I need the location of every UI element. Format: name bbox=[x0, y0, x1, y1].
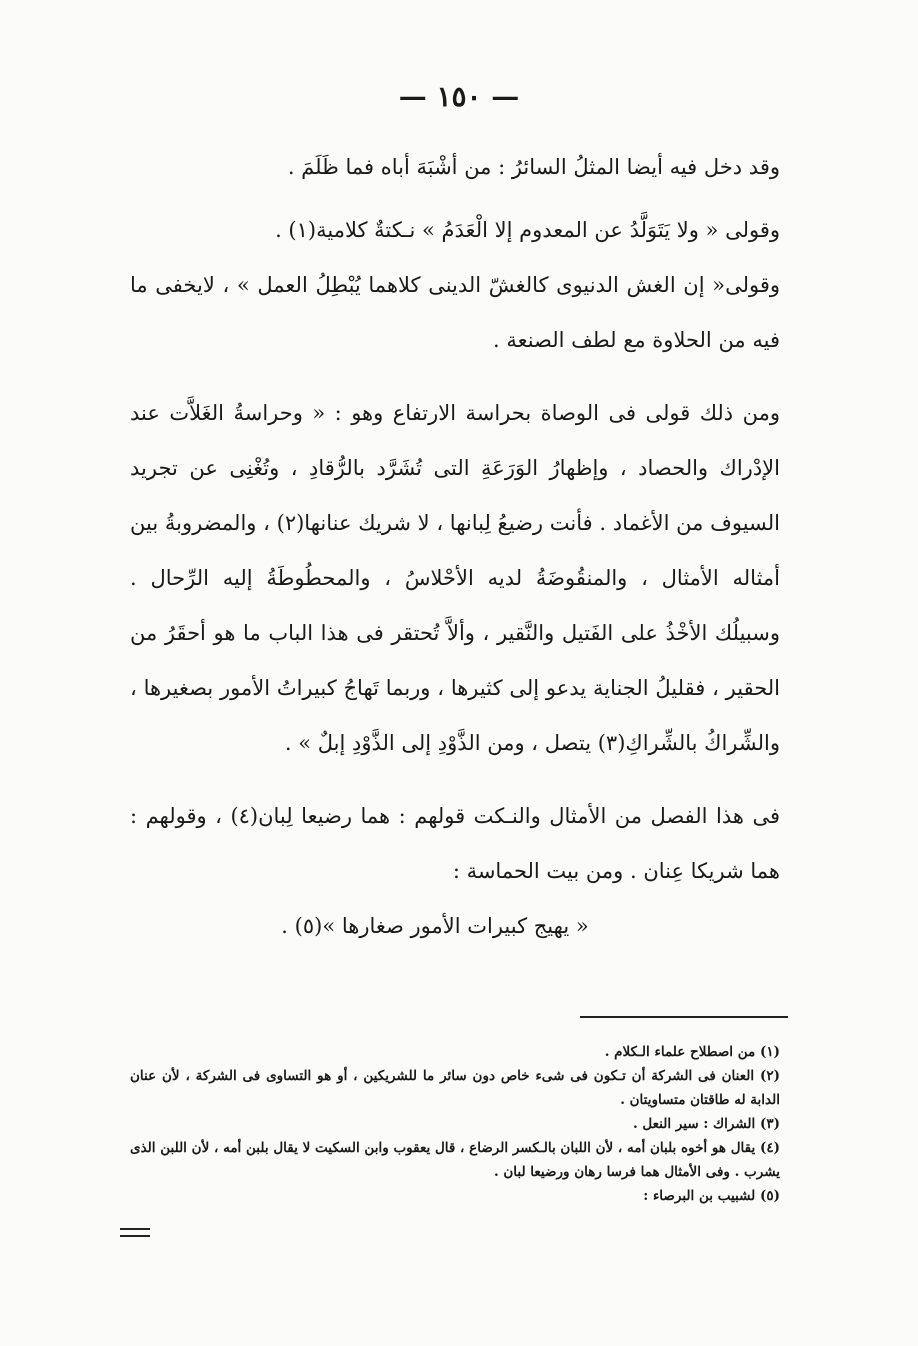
footnote: (٤) يقال هو أخوه بلبان أمه ، لأن اللبان بالـكسر الرضاع ، قال يعقوب وابن السكيت لا يقال بلبن أمه ، لأن اللبن الذى يشرب . وفى الأمثال هما فرسا رهان ورضيعا لبان . bbox=[130, 1140, 780, 1180]
footnote: (٣) الشراك : سير النعل . bbox=[633, 1116, 780, 1132]
footnote-divider bbox=[580, 1016, 788, 1018]
signature-mark bbox=[120, 1228, 150, 1242]
page-number: — ١٥٠ — bbox=[398, 80, 520, 113]
paragraph: وقولى« إن الغش الدنيوى كالغشّ الدينى كلاهما يُبْطِلُ العمل » ، لايخفى ما فيه من الحلاوة مع لطف الصنعة . bbox=[130, 273, 780, 352]
footnote: (١) من اصطلاح علماء الـكلام . bbox=[604, 1044, 780, 1060]
paragraph: وقولى « ولا يَتَوَلَّدُ عن المعدوم إلا الْعَدَمُ » نـكتةٌ كلامية(١) . bbox=[275, 218, 780, 242]
footnote: (٢) العنان فى الشركة أن تـكون فى شىء خاص دون سائر ما للشريكين ، أو هو التساوى فى الشركة ، لأن عنان الدابة له طاقتان متساويتان . bbox=[130, 1068, 780, 1108]
paragraph: وقد دخل فيه أيضا المثلُ السائرُ : من أشْبَهَ أباه فما ظَلَمَ . bbox=[287, 155, 780, 179]
footnote: (٥) لشبيب بن البرصاء : bbox=[643, 1188, 780, 1204]
paragraph: ومن ذلك قولى فى الوصاة بحراسة الارتفاع وهو : « وحراسةُ الغَلاَّت عند الإدْراك والحصاد ، وإظهارُ الوَرَعَةِ التى تُشَرَّد بالرُّقادِ ، وتُغْنِى عن تجريد السيوف من الأغماد . فأنت رضيعُ لِبانها ، لا شريك عنانها(٢) ، والمضروبةُ بين أمثاله الأمثال ، والمنقُوضَةُ لديه الأحْلاسُ ، والمحطُوطَةُ إليه الرِّحال . وسبيلُك الأخْذُ على الفَتيل والنَّقير ، وألاَّ تُحتقر فى هذا الباب ما هو أحقَرُ من الحقير ، فقليلُ الجناية يدعو إلى كثيرها ، وربما تَهاجُ كبيراتُ الأمور بصغيرها ، والشِّراكُ بالشِّراكِ(٣) يتصل ، ومن الذَّوْدِ إلى الذَّوْدِ إبلٌ » . bbox=[130, 401, 780, 755]
verse-line: « يهيج كبيرات الأمور صغارها »(٥) . bbox=[281, 914, 589, 938]
paragraph: فى هذا الفصل من الأمثال والنـكت قولهم : هما رضيعا لِبان(٤) ، وقولهم : هما شريكا عِنان . ومن بيت الحماسة : bbox=[130, 804, 780, 883]
main-text bbox=[130, 140, 780, 954]
footnotes bbox=[130, 1040, 780, 1208]
